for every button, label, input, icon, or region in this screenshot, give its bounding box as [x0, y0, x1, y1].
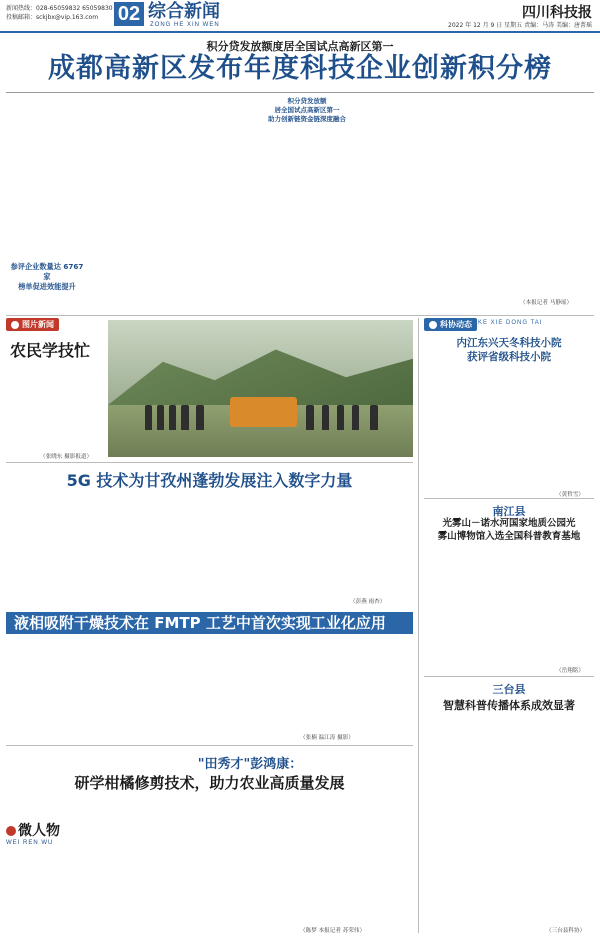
kexie-rule-2: [424, 676, 594, 677]
weiren-body-col2: [142, 798, 272, 932]
photo-machine: [230, 397, 297, 427]
photo-person: [169, 405, 176, 430]
photo-story-byline: （张晓东 摄影报道）: [40, 454, 93, 460]
weiren-logo-icon: [6, 826, 16, 836]
lead-byline: （本报记者 马静瑶）: [520, 300, 573, 306]
weiren-kicker: "田秀才"彭鸿康：: [197, 757, 303, 772]
header-rule: [0, 31, 600, 33]
kexie-item2-byline: （岳翔铭）: [556, 668, 584, 674]
dateline: 2022 年 12 月 9 日 星期五 责编：马涛 美编：唐菁瑶: [448, 22, 592, 29]
hotline-info: 新闻热线：028-65059832 65059830 投稿邮箱：sckjbx@vip.163.com: [6, 5, 113, 21]
fmtp-body-col1: [6, 639, 136, 739]
weiren-byline: （陈梦 本报记者 苏荣伟）: [300, 928, 366, 934]
weiren-logo-en: WEI REN WU: [6, 840, 54, 846]
photo-person: [370, 405, 377, 430]
photo-news-tag: [6, 318, 59, 331]
photo-person: [306, 405, 313, 430]
lead-right-col1: [437, 97, 515, 312]
ganzi-byline: （彭燕 雨杏）: [350, 599, 386, 605]
lead-subhead: 参评企业数量达 6767 家 榜单促进效能提升: [10, 262, 84, 291]
lead-body-col3: [180, 97, 262, 312]
section-title: 综合新闻: [148, 1, 220, 22]
agriculture-photo: [108, 320, 413, 457]
fmtp-bottom-rule: [6, 745, 413, 746]
kexie-item2-col1: [424, 548, 506, 666]
photo-person: [337, 405, 344, 430]
lead-body-col2: [93, 97, 175, 312]
photo-bottom-rule: [6, 462, 413, 463]
kexie-rule-1: [424, 498, 594, 499]
kexie-item3-region: 三台县: [492, 683, 526, 696]
ganzi-body-col2: [108, 493, 204, 603]
ganzi-body-col4: [312, 493, 412, 603]
kexie-item2-region: 南江县: [492, 505, 526, 518]
photo-person: [145, 405, 152, 430]
photo-person: [196, 405, 203, 430]
kexie-item3-byline: （三台县科协）: [546, 928, 586, 934]
kexie-item1-byline: （黄哲雪）: [556, 492, 584, 498]
lead-body-col1: [6, 97, 88, 257]
newspaper-masthead: 四川科技报: [522, 5, 592, 21]
fmtp-body-col2: [142, 639, 272, 739]
lead-headline: 成都高新区发布年度科技企业创新积分榜: [48, 53, 552, 84]
tag-dot-icon: [429, 321, 437, 329]
kexie-item1-col2: [510, 368, 594, 490]
camera-icon: [11, 321, 19, 329]
kexie-item2-title: 光雾山－诺水河国家地质公园光 雾山博物馆入选全国科普教育基地: [437, 518, 581, 542]
photo-story-caption: [6, 360, 104, 450]
lead-body-col5: [354, 97, 432, 312]
weiren-body-col1: [6, 864, 136, 932]
kexie-item3-col1: [424, 717, 506, 924]
lead-bottom-rule: [6, 315, 594, 316]
kexie-item3-col2: [510, 717, 594, 917]
ganzi-body-col1: [6, 493, 102, 603]
weiren-logo: [6, 820, 66, 860]
kexie-item3-title: 智慧科普传播体系成效显著: [443, 699, 575, 712]
photo-news-tag-label: 图片新闻: [22, 320, 54, 329]
weiren-body-col3: [278, 798, 412, 924]
kexie-item1-col1: [424, 368, 506, 490]
lead-right-col2: [520, 97, 594, 297]
page-header: [0, 0, 600, 36]
photo-person: [157, 405, 164, 430]
ganzi-body-col3: [210, 493, 306, 603]
kexie-tag-pinyin: KE XIE DONG TAI: [478, 320, 543, 326]
lead-sidebar-title: 积分贷发放额 居全国试点高新区第一 助力创新链资金链深度融合: [262, 97, 352, 124]
fmtp-byline: （张楠 温江涛 摄影）: [300, 735, 354, 741]
right-column-rule: [418, 318, 419, 933]
fmtp-headline-strip: 液相吸附干燥技术在 FMTP 工艺中首次实现工业化应用: [6, 612, 413, 634]
kexie-item1-title: 内江东兴天冬科技小院 获评省级科技小院: [456, 337, 562, 363]
weiren-logo-cn: 微人物: [18, 823, 60, 839]
photo-person: [352, 405, 359, 430]
kexie-item2-col2: [510, 548, 594, 666]
ganzi-headline: 5G 技术为甘孜州蓬勃发展注入数字力量: [66, 471, 353, 490]
lead-rule: [6, 92, 594, 93]
weiren-headline: 研学柑橘修剪技术，助力农业高质量发展: [74, 774, 345, 792]
photo-story-title: 农民学技忙: [10, 341, 91, 360]
lead-body-col4: [267, 97, 349, 312]
section-pinyin: ZONG HE XIN WEN: [150, 22, 220, 28]
lead-kicker: 积分贷发放额度居全国试点高新区第一: [206, 40, 394, 53]
kexie-tag-label: 科协动态: [440, 320, 472, 329]
page-number: 02: [114, 2, 144, 26]
kexie-tag: [424, 318, 477, 331]
photo-person: [181, 405, 188, 430]
photo-mountain: [108, 343, 413, 405]
photo-person: [322, 405, 329, 430]
fmtp-body-col3: [278, 639, 412, 739]
